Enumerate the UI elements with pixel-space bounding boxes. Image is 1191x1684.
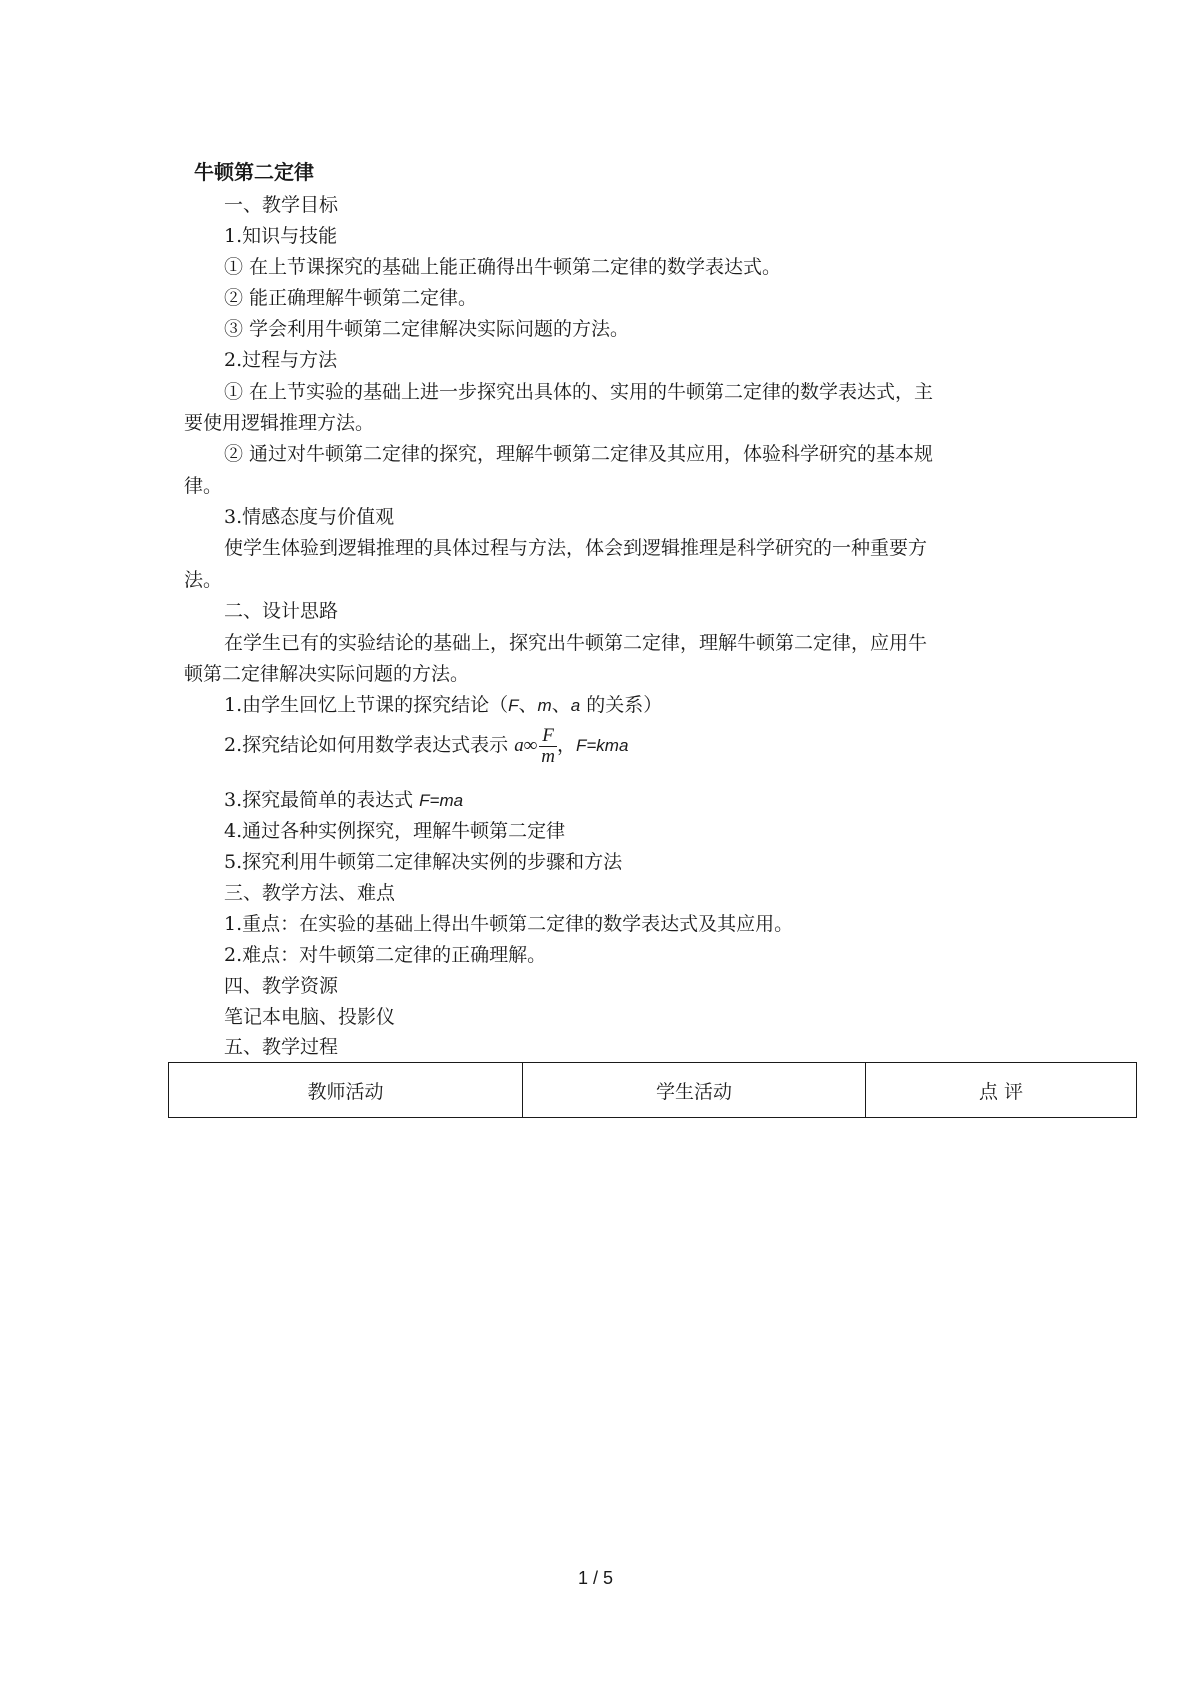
section-heading-design: 二、设计思路 — [224, 600, 339, 622]
subheading-attitude-values: 3.情感态度与价值观 — [224, 506, 395, 528]
document-title: 牛顿第二定律 — [194, 160, 314, 184]
section-heading-objectives: 一、教学目标 — [224, 194, 339, 216]
subheading-knowledge-skills: 1.知识与技能 — [224, 225, 338, 247]
difficulty-point: 2.难点：对牛顿第二定律的正确理解。 — [224, 944, 547, 966]
header-comments: 点 评 — [866, 1063, 1137, 1118]
attitude-paragraph-line1: 使学生体验到逻辑推理的具体过程与方法，体会到逻辑推理是科学研究的一种重要方 — [224, 537, 928, 559]
resources-list: 笔记本电脑、投影仪 — [224, 1006, 396, 1028]
design-step-4: 4.通过各种实例探究，理解牛顿第二定律 — [224, 820, 566, 842]
design-step-2-text: 2.探究结论如何用数学表达式表示 — [224, 734, 509, 756]
design-step-1-text: 1.由学生回忆上节课的探究结论（ — [224, 694, 509, 716]
formula-lhs: a∞ — [514, 735, 538, 757]
separator: 、 — [551, 694, 571, 716]
section-heading-methods: 三、教学方法、难点 — [224, 882, 396, 904]
section-heading-process: 五、教学过程 — [224, 1036, 339, 1058]
design-step-1 — [224, 690, 1054, 721]
attitude-paragraph-line2: 法。 — [184, 569, 223, 591]
design-step-3 — [224, 785, 1054, 816]
fraction — [539, 726, 557, 767]
fraction-denominator: m — [541, 745, 555, 767]
header-student-activity: 学生活动 — [523, 1063, 866, 1118]
page-number: 1 / 5 — [577, 1568, 614, 1588]
proportional-formula — [514, 723, 557, 770]
key-point: 1.重点：在实验的基础上得出牛顿第二定律的数学表达式及其应用。 — [224, 913, 794, 935]
process-item-2-line1: ② 通过对牛顿第二定律的探究，理解牛顿第二定律及其应用，体验科学研究的基本规 — [224, 443, 934, 465]
design-step-2 — [224, 722, 1054, 769]
objective-item-1: ① 在上节课探究的基础上能正确得出牛顿第二定律的数学表达式。 — [224, 256, 782, 278]
formula-kma: F=kma — [575, 736, 629, 755]
separator: 、 — [518, 694, 538, 716]
fraction-numerator: F — [542, 724, 554, 746]
subheading-process-method: 2.过程与方法 — [224, 349, 338, 371]
table-header-row — [169, 1063, 1137, 1118]
process-item-1-line1: ① 在上节实验的基础上进一步探究出具体的、实用的牛顿第二定律的数学表达式，主 — [224, 381, 934, 403]
teaching-process-table — [168, 1062, 1137, 1118]
design-step-1-end: 的关系） — [580, 694, 663, 716]
section-heading-resources: 四、教学资源 — [224, 975, 339, 997]
objective-item-2: ② 能正确理解牛顿第二定律。 — [224, 287, 478, 309]
design-step-3-text: 3.探究最简单的表达式 — [224, 789, 420, 811]
design-step-5: 5.探究利用牛顿第二定律解决实例的步骤和方法 — [224, 851, 623, 873]
symbol-acceleration: a — [570, 696, 581, 715]
header-teacher-activity: 教师活动 — [169, 1063, 523, 1118]
objective-item-3: ③ 学会利用牛顿第二定律解决实际问题的方法。 — [224, 318, 630, 340]
separator: ， — [556, 734, 576, 756]
formula-ma: F=ma — [419, 791, 464, 810]
process-item-1-line2: 要使用逻辑推理方法。 — [184, 412, 375, 434]
process-item-2-line2: 律。 — [184, 475, 223, 497]
design-paragraph-line2: 顿第二定律解决实际问题的方法。 — [184, 663, 470, 685]
design-paragraph-line1: 在学生已有的实验结论的基础上，探究出牛顿第二定律，理解牛顿第二定律，应用牛 — [224, 632, 928, 654]
symbol-force: F — [508, 696, 519, 715]
symbol-mass: m — [537, 696, 552, 715]
